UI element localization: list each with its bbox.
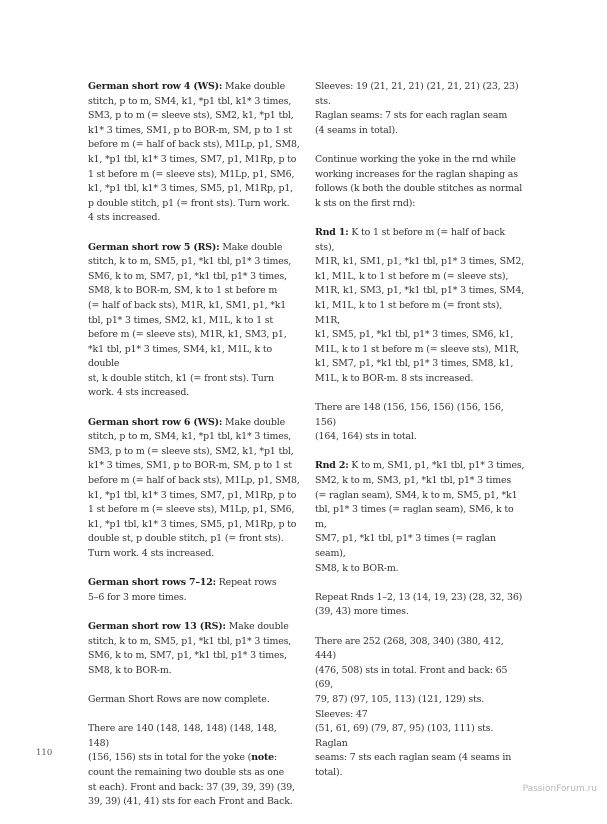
paragraph-short-row-4: German short row 4 (WS): Make double stitch, p to m, SM4, k1, *p1 tbl, k1* 3 times, SM3, p to m (= sleeve sts), SM2, k1, *p1 tbl, k1* 3 times, SM1, p to BOR-m, SM, p to 1 st before m (= half of back sts), M1Lp, p1, SM8, k1, *p1 tbl, k1* 3 times, SM7, p1, M1Rp, p to 1 st before m (= sleeve sts), M1Lp, p1, SM6, k1, *p1 tbl, k1* 3 times, SM5, p1, M1Rp, p1, p double stitch, p1 (= front sts). Turn work. 4 sts increased. [88, 81, 300, 224]
paragraph-total-after-rnd-1: There are 148 (156, 156, 156) (156, 156, 156) (164, 164) sts in total. [315, 402, 504, 443]
paragraph-short-rows-7-12: German short rows 7–12: Repeat rows 5–6 for 3 more times. [88, 577, 277, 603]
page-number: 110 [36, 748, 53, 758]
paragraph-sleeves-count: Sleeves: 19 (21, 21, 21) (21, 21, 21) (23, 23) sts. Raglan seams: 7 sts for each raglan seam (4 seams in total). [315, 81, 519, 136]
paragraph-yoke-total: There are 140 (148, 148, 148) (148, 148, 148) (156, 156) sts in total for the yoke (note: count the remaining two double sts as one st each). Front and back: 37 (39, 39, 39) (39, 39, 39) (41, 41) sts for each Front and Back. [88, 723, 295, 808]
paragraph-rnd-2: Rnd 2: K to m, SM1, p1, *k1 tbl, p1* 3 times, SM2, k to m, SM3, p1, *k1 tbl, p1* 3 times (= raglan seam), SM4, k to m, SM5, p1, *k1 tbl, p1* 3 times (= raglan seam), SM6, k to m, SM7, p1, *k1 tbl, p1* 3 times (= raglan seam), SM8, k to BOR-m. [315, 460, 525, 574]
paragraph-short-row-13: German short row 13 (RS): Make double stitch, k to m, SM5, p1, *k1 tbl, p1* 3 times, SM6, k to m, SM7, p1, *k1 tbl, p1* 3 times, SM8, k to BOR-m. [88, 620, 292, 676]
paragraph-short-rows-complete: German Short Rows are now complete. [88, 693, 270, 705]
paragraph-final-total: There are 252 (268, 308, 340) (380, 412, 444) (476, 508) sts in total. Front and back: 65 (69, 79, 87) (97, 105, 113) (121, 129) sts. Sleeves: 47 (51, 61, 69) (79, 87, 95) (103, 111) sts. Raglan seams: 7 sts each raglan seam (4 seams in total). [315, 635, 512, 778]
right-column [315, 80, 525, 795]
paragraph-repeat-rnds: Repeat Rnds 1–2, 13 (14, 19, 23) (28, 32, 36) (39, 43) more times. [315, 591, 523, 618]
paragraph-continue-yoke: Continue working the yoke in the rnd while working increases for the raglan shaping as follows (k both the double stitches as normal k sts on the first rnd): [315, 153, 523, 209]
paragraph-short-row-5: German short row 5 (RS): Make double stitch, k to m, SM5, p1, *k1 tbl, p1* 3 times, SM6, k to m, SM7, p1, *k1 tbl, p1* 3 times, SM8, k to BOR-m, SM, k to 1 st before m (= half of back sts), M1R, k1, SM1, p1, *k1 tbl, p1* 3 times, SM2, k1, M1L, k to 1 st before m (= sleeve sts), M1R, k1, SM3, p1, *k1 tbl, p1* 3 times, SM4, k1, M1L, k to double st, k double stitch, k1 (= front sts). Turn work. 4 sts increased. [88, 241, 292, 399]
left-column [88, 80, 300, 824]
watermark: PassionForum.ru [522, 784, 597, 794]
paragraph-short-row-6: German short row 6 (WS): Make double stitch, p to m, SM4, k1, *p1 tbl, k1* 3 times, SM3, p to m (= sleeve sts), SM2, k1, *p1 tbl, k1* 3 times, SM1, p to BOR-m, SM, p to 1 st before m (= half of back sts), M1Lp, p1, SM8, k1, *p1 tbl, k1* 3 times, SM7, p1, M1Rp, p to 1 st before m (= sleeve sts), M1Lp, p1, SM6, k1, *p1 tbl, k1* 3 times, SM5, p1, M1Rp, p to double st, p double stitch, p1 (= front sts). Turn work. 4 sts increased. [88, 416, 300, 559]
paragraph-rnd-1: Rnd 1: K to 1 st before m (= half of back sts), M1R, k1, SM1, p1, *k1 tbl, p1* 3 times, SM2, k1, M1L, k to 1 st before m (= sleeve sts), M1R, k1, SM3, p1, *k1 tbl, p1* 3 times, SM4, k1, M1L, k to 1 st before m (= front sts), M1R, k1, SM5, p1, *k1 tbl, p1* 3 times, SM6, k1, M1L, k to 1 st before m (= sleeve sts), M1R, k1, SM7, p1, *k1 tbl, p1* 3 times, SM8, k1, M1L, k to BOR-m. 8 sts increased. [315, 226, 525, 384]
